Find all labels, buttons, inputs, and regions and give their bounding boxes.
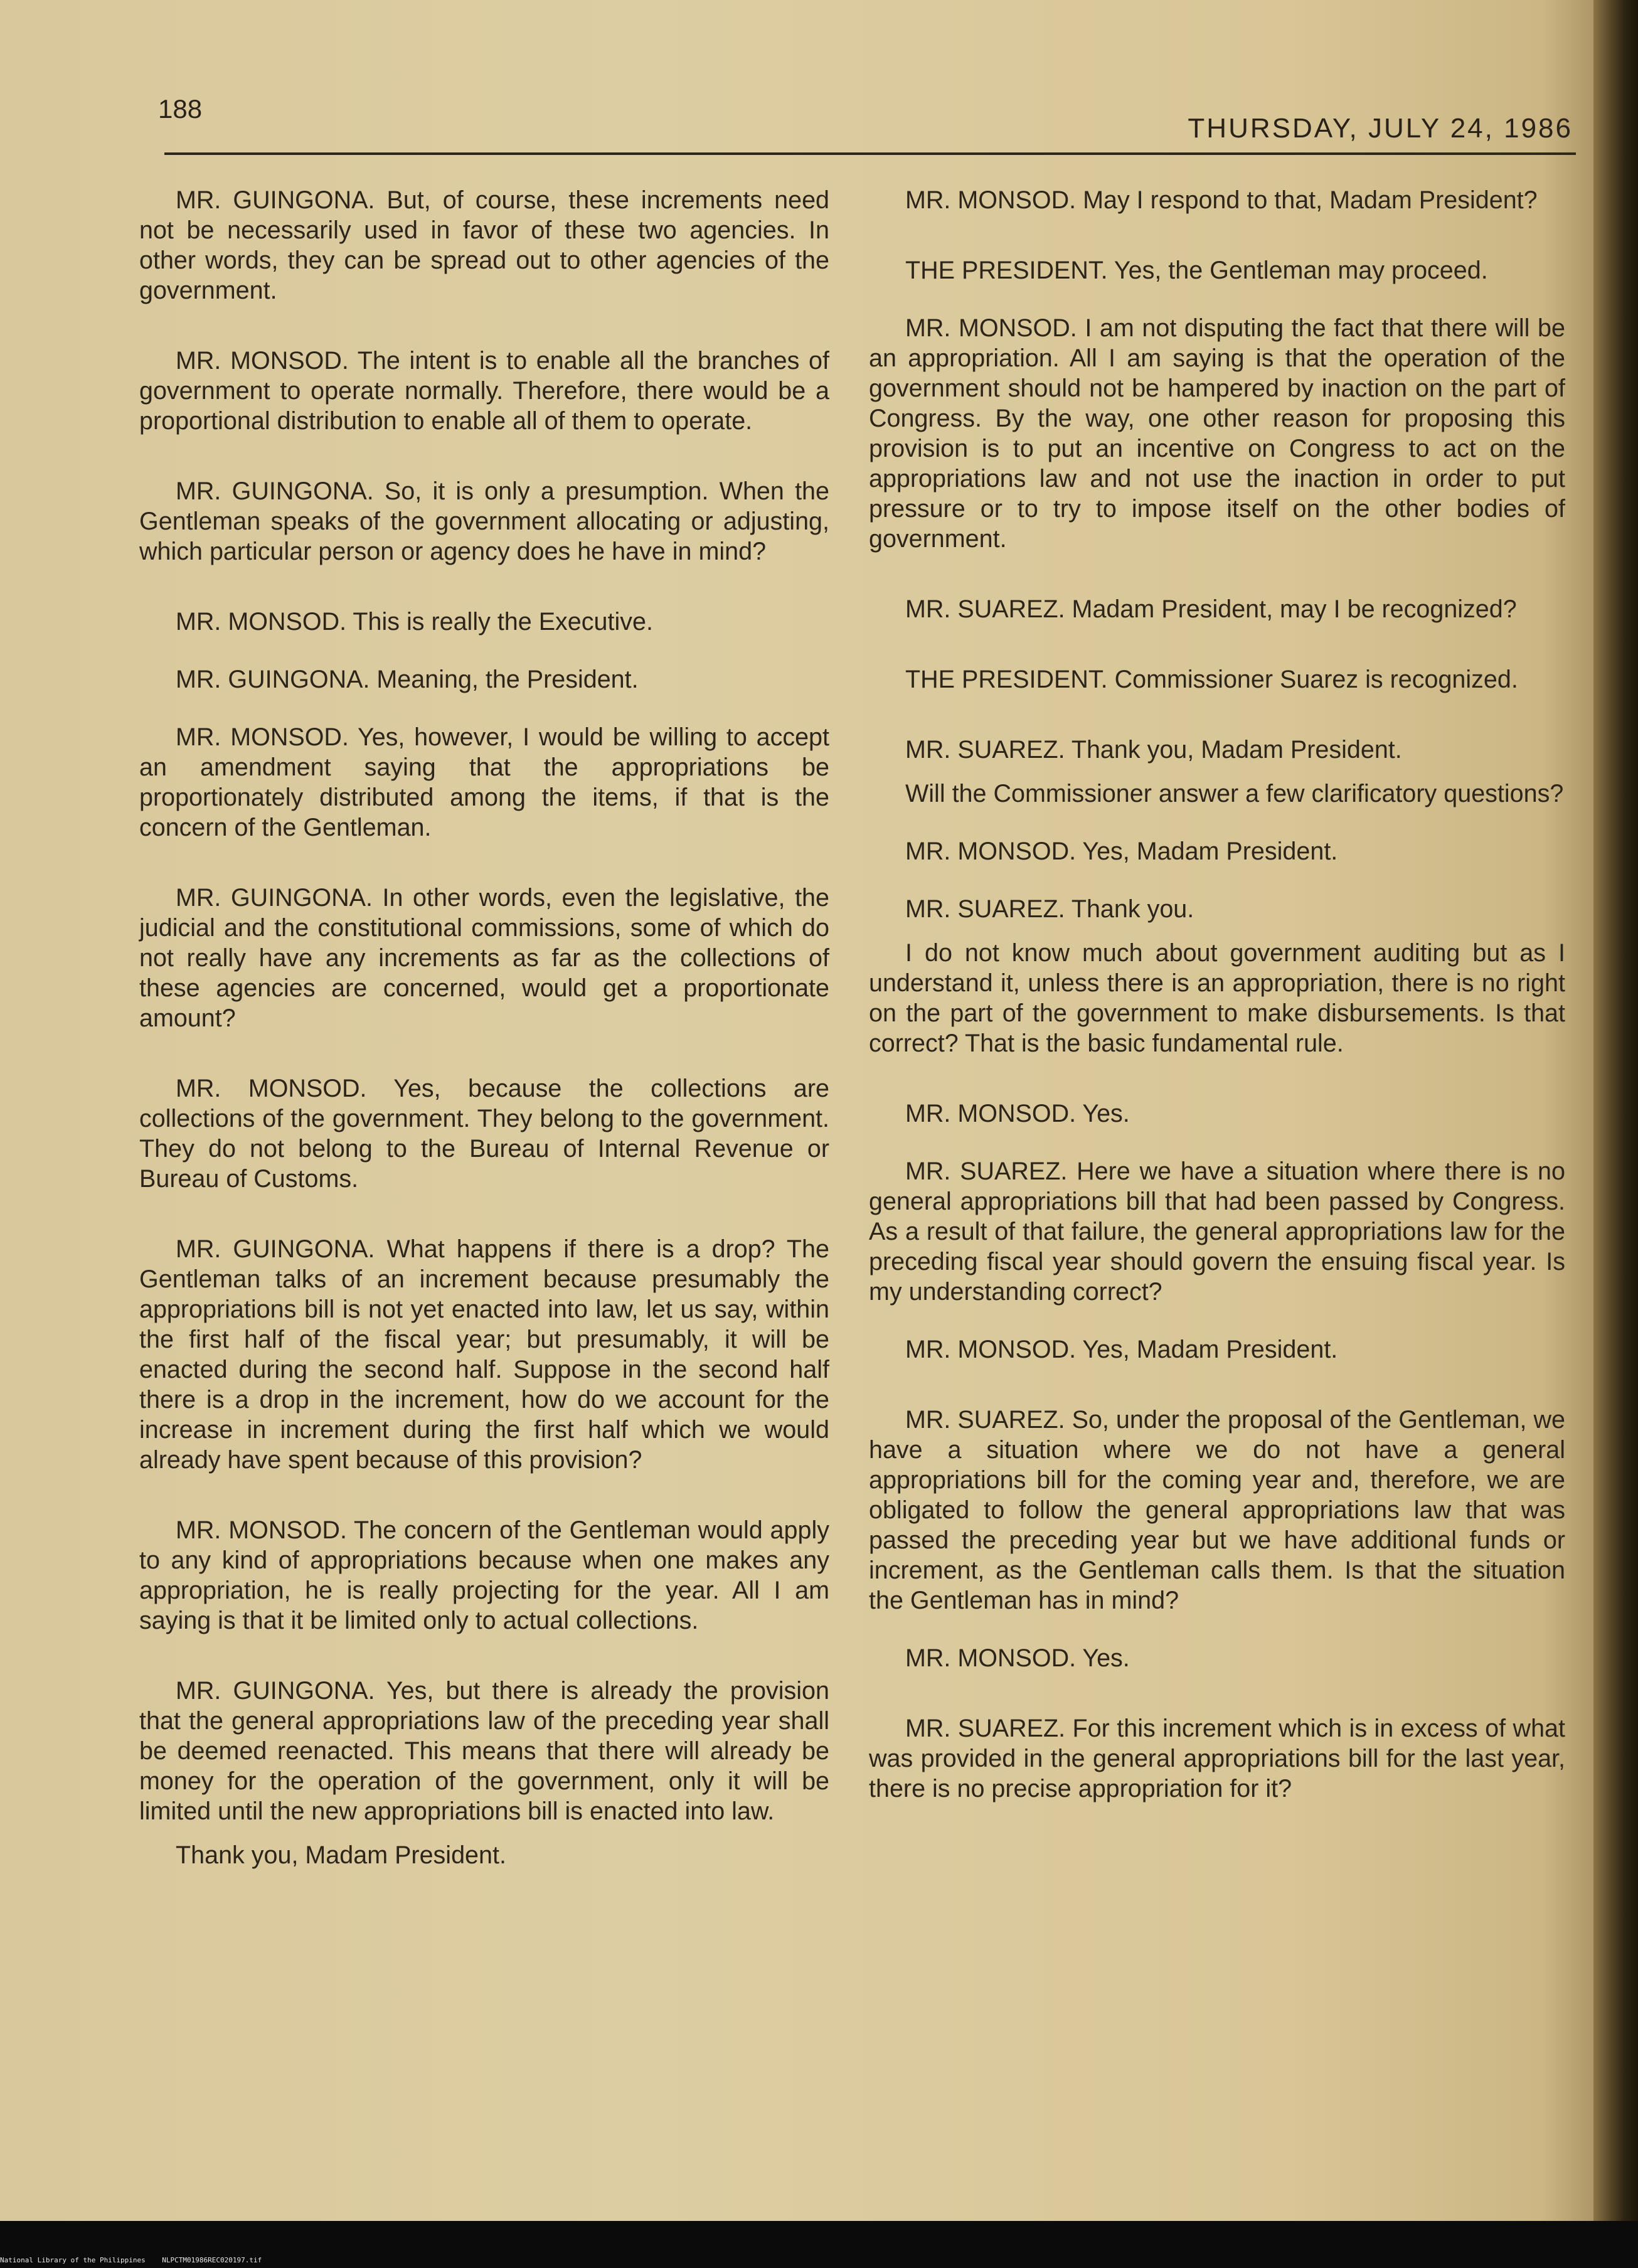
paragraph: MR. MONSOD. Yes, however, I would be willing to accept an amendment saying that the appropriations be proportionately distributed among the items, if that is the concern of the Gentleman.	[139, 723, 829, 841]
paragraph: MR. MONSOD. Yes, Madam President.	[905, 1336, 1338, 1363]
page-date: THURSDAY, JULY 24, 1986	[1188, 113, 1573, 144]
paragraph: MR. MONSOD. The concern of the Gentleman would apply to any kind of appropriations because when one makes any appropriation, he is really projecting for the year. All I am saying is that it be limited only to actual collections.	[139, 1516, 829, 1634]
paragraph: MR. GUINGONA. In other words, even the legislative, the judicial and the constitutional commissions, some of which do not really have any increments as far as the collections of these agencies are concerned, would get a proportionate amount?	[139, 884, 829, 1032]
scan-source-label: National Library of the Philippines NLPCTM01986REC020197.tif	[0, 2256, 262, 2264]
paragraph: MR. SUAREZ. So, under the proposal of the Gentleman, we have a situation where we do not have a general appropriations bill for the coming year and, therefore, we are obligated to follow the general appropriations law that was passed the preceding year but we have additional funds or increment, as the Gentleman calls them. Is that the situation the Gentleman has in mind?	[869, 1406, 1565, 1614]
paragraph: MR. GUINGONA. But, of course, these increments need not be necessarily used in favor of these two agencies. In other words, they can be spread out to other agencies of the government.	[139, 186, 829, 304]
paragraph: MR. GUINGONA. So, it is only a presumption. When the Gentleman speaks of the government allocating or adjusting, which particular person or agency does he have in mind?	[139, 477, 829, 565]
paragraph: MR. GUINGONA. What happens if there is a drop? The Gentleman talks of an increment because presumably the appropriations bill is not yet enacted into law, let us say, within the first half of the fiscal year; but presumably, it will be enacted during the second half. Suppose in the second half there is a drop in the increment, how do we account for the increase in increment during the first half which we would already have spent because of this provision?	[139, 1235, 829, 1474]
paragraph: THE PRESIDENT. Commissioner Suarez is recognized.	[905, 666, 1518, 693]
paragraph: THE PRESIDENT. Yes, the Gentleman may proceed.	[905, 257, 1488, 284]
paragraph: MR. MONSOD. I am not disputing the fact that there will be an appropriation. All I am saying is that the operation of the government should not be hampered by inaction on the part of Congress. By the way, one other reason for proposing this provision is to put an incentive on Congress to act on the appropriations law and not use the inaction in order to put pressure or to try to impose itself on the other bodies of government.	[869, 314, 1565, 553]
page-number: 188	[158, 94, 203, 124]
paragraph: MR. GUINGONA. Yes, but there is already the provision that the general appropriations law of the preceding year shall be deemed reenacted. This means that there will already be money for the operation of the government, only it will be limited until the new appropriations bill is enacted into law.	[139, 1677, 829, 1825]
paragraph: MR. MONSOD. Yes, Madam President.	[905, 838, 1338, 865]
paragraph: MR. MONSOD. Yes.	[905, 1100, 1130, 1127]
paragraph: MR. MONSOD. May I respond to that, Madam President?	[905, 186, 1538, 214]
paragraph: Will the Commissioner answer a few clarificatory questions?	[905, 780, 1564, 807]
header-rule	[164, 152, 1576, 155]
paragraph: MR. MONSOD. This is really the Executive.	[176, 608, 653, 636]
left-column	[139, 185, 829, 1870]
paragraph: Thank you, Madam President.	[176, 1841, 506, 1869]
paragraph: MR. GUINGONA. Meaning, the President.	[176, 666, 639, 693]
paragraph: MR. SUAREZ. Here we have a situation where there is no general appropriations bill that had been passed by Congress. As a result of that failure, the general appropriations law for the preceding fiscal year should govern the ensuing fiscal year. Is my understanding correct?	[869, 1158, 1565, 1306]
paragraph: MR. MONSOD. The intent is to enable all the branches of government to operate normally. Therefore, there would be a proportional distribution to enable all of them to operate.	[139, 347, 829, 435]
paragraph: MR. MONSOD. Yes.	[905, 1644, 1130, 1672]
paragraph: I do not know much about government auditing but as I understand it, unless there is an appropriation, there is no right on the part of the government to make disbursements. Is that correct? That is the basic fundamental rule.	[869, 939, 1565, 1057]
paragraph: MR. SUAREZ. Thank you, Madam President.	[905, 736, 1402, 764]
book-binding-edge	[1593, 0, 1638, 2221]
paragraph: MR. SUAREZ. For this increment which is in excess of what was provided in the general appropriations bill for the last year, there is no precise appropriation for it?	[869, 1715, 1565, 1802]
paragraph: MR. SUAREZ. Madam President, may I be recognized?	[905, 595, 1517, 623]
paragraph: MR. SUAREZ. Thank you.	[905, 895, 1194, 923]
right-column	[869, 185, 1565, 1804]
paragraph: MR. MONSOD. Yes, because the collections are collections of the government. They belong to the government. They do not belong to the Bureau of Internal Revenue or Bureau of Customs.	[139, 1075, 829, 1193]
